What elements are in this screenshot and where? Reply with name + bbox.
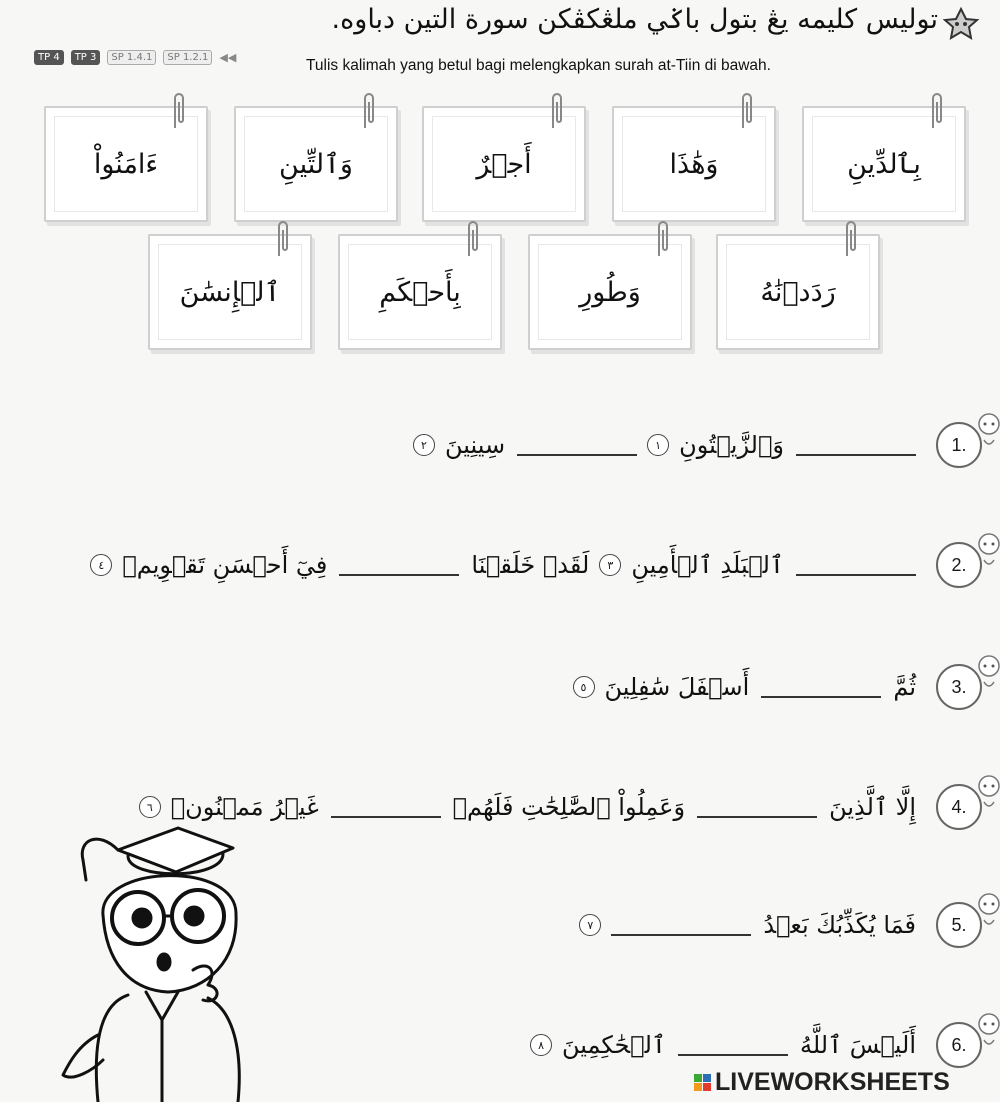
- answer-blank[interactable]: [678, 1034, 788, 1056]
- ayah-text: وَعَمِلُواْ ٱلصَّٰلِحَٰتِ فَلَهُمۡ: [452, 793, 686, 821]
- face-icon: [972, 410, 1000, 454]
- question-number: 2.: [936, 542, 982, 588]
- answer-blank[interactable]: [339, 554, 459, 576]
- ayah-marker: ١: [647, 434, 669, 456]
- question-number: 1.: [936, 422, 982, 468]
- word-card[interactable]: [612, 106, 776, 222]
- word-text: ءَامَنُواْ: [93, 148, 159, 180]
- face-icon: [972, 890, 1000, 934]
- question-number: 3.: [936, 664, 982, 710]
- word-card[interactable]: [44, 106, 208, 222]
- answer-blank[interactable]: [761, 676, 881, 698]
- paperclip-icon: [170, 90, 188, 130]
- ayah-marker: ٢: [413, 434, 435, 456]
- liveworksheets-watermark: [694, 1068, 950, 1097]
- curriculum-codes: [34, 50, 236, 65]
- word-card[interactable]: [148, 234, 312, 350]
- question-row: [86, 540, 982, 590]
- instruction-text: Tulis kalimah yang betul bagi melengkapkan surah at-Tiin di bawah.: [306, 57, 771, 74]
- star-icon: [940, 6, 982, 42]
- word-text: بِٱلدِّينِ: [847, 148, 921, 180]
- question-row: [575, 900, 982, 950]
- face-icon: [972, 652, 1000, 696]
- ayah-text: فِيٓ أَحۡسَنِ تَقۡوِيمٖ: [122, 551, 328, 579]
- code-tag: SP 1.2.1: [163, 50, 212, 65]
- word-card[interactable]: [802, 106, 966, 222]
- word-text: بِأَحۡكَمِ: [379, 276, 461, 308]
- ayah-marker: ٦: [139, 796, 161, 818]
- ayah-text: لَقَدۡ خَلَقۡنَا: [471, 551, 590, 579]
- answer-blank[interactable]: [331, 796, 441, 818]
- ayah-text: ٱلۡحَٰكِمِينَ: [562, 1031, 666, 1059]
- paperclip-icon: [654, 218, 672, 258]
- face-icon: [972, 772, 1000, 816]
- word-card[interactable]: [422, 106, 586, 222]
- question-number: 5.: [936, 902, 982, 948]
- ayah-marker: ٣: [599, 554, 621, 576]
- paperclip-icon: [464, 218, 482, 258]
- ayah-marker: ٧: [579, 914, 601, 936]
- paperclip-icon: [548, 90, 566, 130]
- word-text: وَهَٰذَا: [669, 148, 719, 180]
- liveworksheets-logo-icon: [694, 1074, 711, 1091]
- ayah-text: أَسۡفَلَ سَٰفِلِينَ: [604, 673, 750, 701]
- question-row: [526, 1020, 982, 1070]
- answer-blank[interactable]: [697, 796, 817, 818]
- paperclip-icon: [928, 90, 946, 130]
- paperclip-icon: [738, 90, 756, 130]
- word-card[interactable]: [716, 234, 880, 350]
- code-tag: TP 4: [34, 50, 64, 65]
- ayah-text: فَمَا يُكَذِّبُكَ بَعۡدُ: [763, 911, 916, 939]
- ayah-text: غَيۡرُ مَمۡنُونٖ: [170, 793, 319, 821]
- ayah-text: سِينِينَ: [444, 431, 506, 459]
- word-card[interactable]: [234, 106, 398, 222]
- question-number: 6.: [936, 1022, 982, 1068]
- question-row: [409, 420, 982, 470]
- ayah-text: أَلَيۡسَ ٱللَّهُ: [799, 1031, 916, 1059]
- ayah-marker: ٥: [573, 676, 595, 698]
- face-icon: [972, 1010, 1000, 1054]
- cartoon-boy-illustration: [58, 820, 278, 1102]
- code-tag: SP 1.4.1: [107, 50, 156, 65]
- face-icon: [972, 530, 1000, 574]
- ayah-marker: ٨: [530, 1034, 552, 1056]
- ayah-text: وَٱلزَّيۡتُونِ: [679, 431, 784, 459]
- title-jawi: توليس كليمه يڠ بتول باݢي ملڠكڤكن سورة التين دباوه.: [331, 4, 938, 35]
- arrows-icon: ◀◀: [219, 51, 237, 64]
- paperclip-icon: [274, 218, 292, 258]
- watermark-text: LIVEWORKSHEETS: [715, 1068, 950, 1096]
- code-tag: TP 3: [71, 50, 101, 65]
- word-text: ٱلۡإِنسَٰنَ: [179, 276, 281, 308]
- word-card[interactable]: [338, 234, 502, 350]
- ayah-text: ٱلۡبَلَدِ ٱلۡأَمِينِ: [631, 551, 784, 579]
- answer-blank[interactable]: [796, 554, 916, 576]
- word-card[interactable]: [528, 234, 692, 350]
- question-row: [569, 662, 983, 712]
- ayah-text: ثُمَّ: [893, 673, 916, 701]
- question-number: 4.: [936, 784, 982, 830]
- ayah-text: إِلَّا ٱلَّذِينَ: [829, 793, 916, 821]
- paperclip-icon: [360, 90, 378, 130]
- word-text: أَجۡرٌ: [476, 148, 532, 180]
- word-text: وَٱلتِّينِ: [279, 148, 353, 180]
- word-text: وَطُورِ: [579, 276, 641, 308]
- word-text: رَدَدۡنَٰهُ: [760, 276, 836, 308]
- answer-blank[interactable]: [611, 914, 751, 936]
- answer-blank[interactable]: [796, 434, 916, 456]
- ayah-marker: ٤: [90, 554, 112, 576]
- paperclip-icon: [842, 218, 860, 258]
- answer-blank[interactable]: [517, 434, 637, 456]
